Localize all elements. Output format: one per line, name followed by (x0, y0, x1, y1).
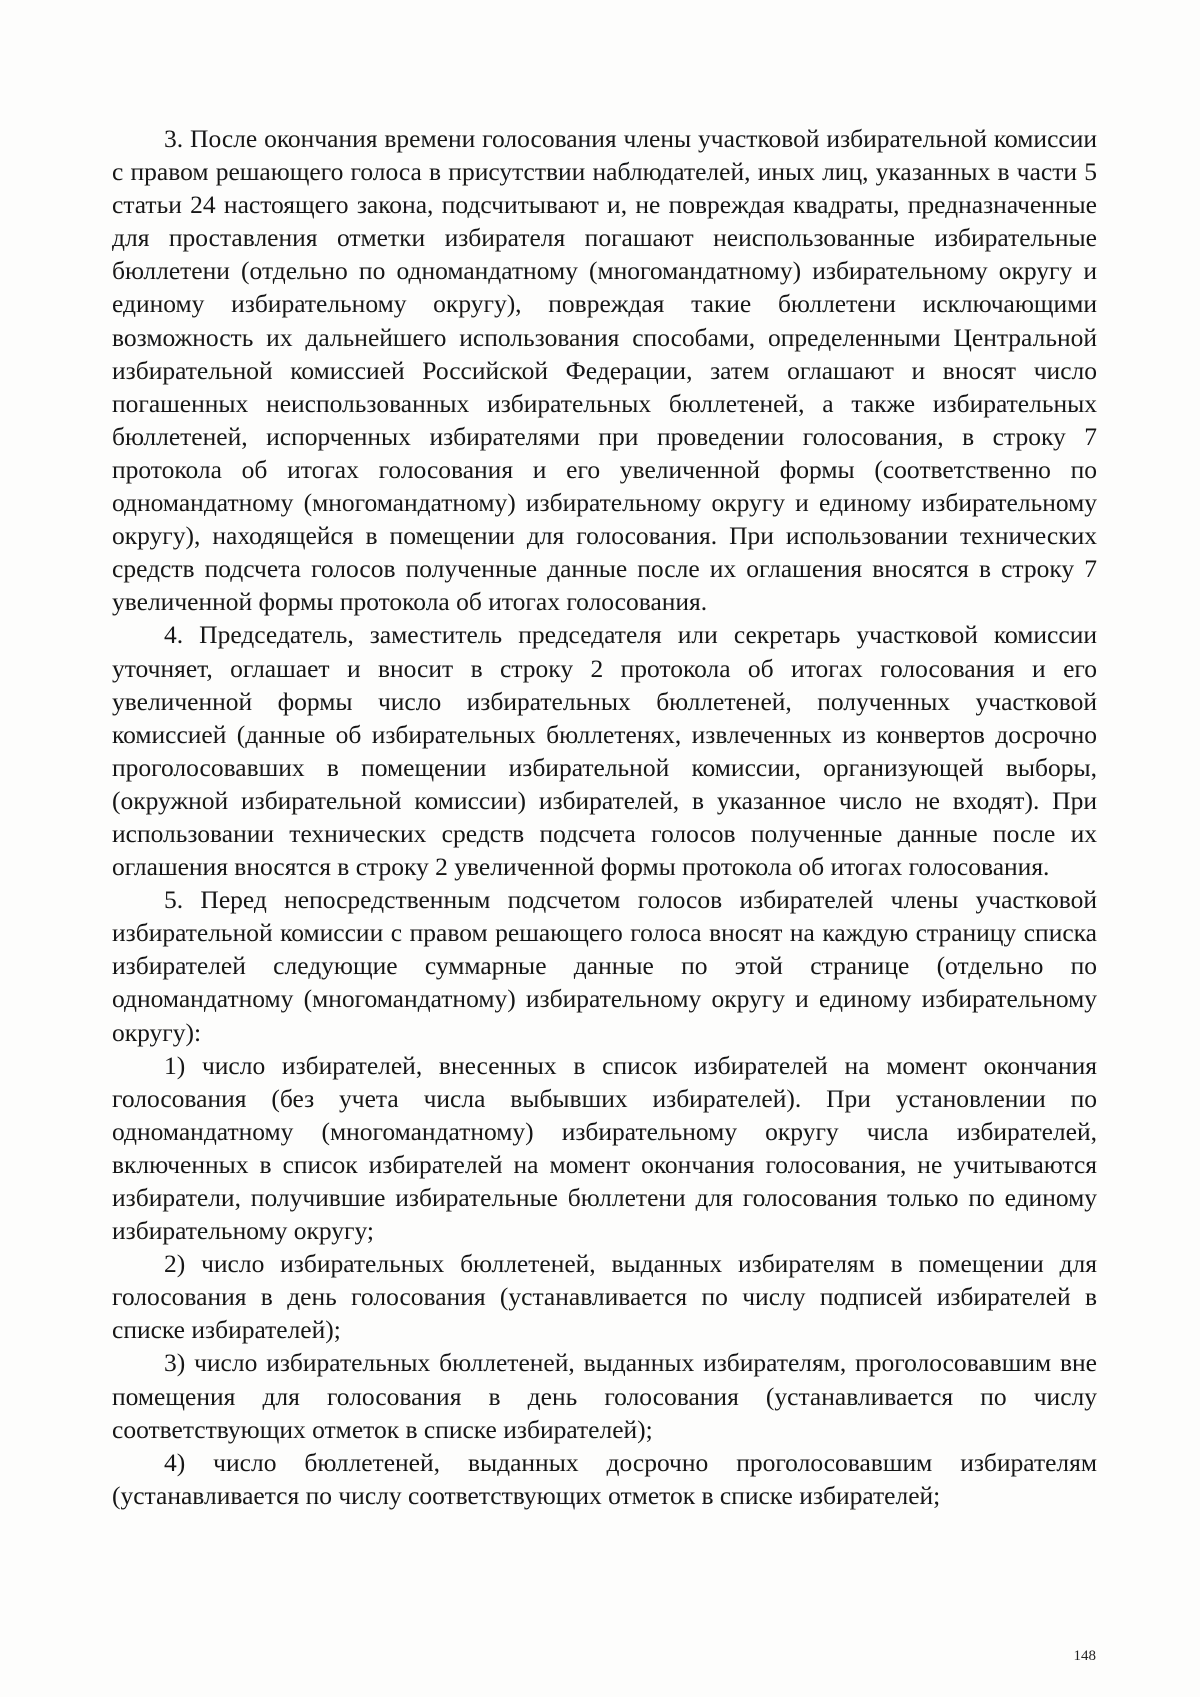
paragraph-3: 3. После окончания времени голосования члены участковой избирательной комиссии с правом решающего голоса в присутствии наблюдателей, иных лиц, указанных в части 5 статьи 24 настоящего закона, подсчитывают и, не повреждая квадраты, предназначенные для проставления отметки избирателя погашают неиспользованные избирательные бюллетени (отдельно по одномандатному (многомандатному) избирательному округу и единому избирательному округу), повреждая такие бюллетени исключающими возможность их дальнейшего использования способами, определенными Центральной избирательной комиссией Российской Федерации, затем оглашают и вносят число погашенных неиспользованных избирательных бюллетеней, а также избирательных бюллетеней, испорченных избирателями при проведении голосования, в строку 7 протокола об итогах голосования и его увеличенной формы (соответственно по одномандатному (многомандатному) избирательному округу и единому избирательному округу), находящейся в помещении для голосования. При использовании технических средств подсчета голосов полученные данные после их оглашения вносятся в строку 7 увеличенной формы протокола об итогах голосования. (112, 124, 1097, 617)
paragraph-4: 4. Председатель, заместитель председателя или секретарь участковой комиссии уточняет, оглашает и вносит в строку 2 протокола об итогах голосования и его увеличенной формы число избирательных бюллетеней, полученных участковой комиссией (данные об избирательных бюллетенях, извлеченных из конвертов досрочно проголосовавших в помещении избирательной комиссии, организующей выборы, (окружной избирательной комиссии) избирателей, в указанное число не входят). При использовании технических средств подсчета голосов полученные данные после их оглашения вносятся в строку 2 увеличенной формы протокола об итогах голосования. (112, 620, 1097, 882)
page-number: 148 (1073, 1648, 1096, 1664)
list-item-2: 2) число избирательных бюллетеней, выданных избирателям в помещении для голосования в день голосования (устанавливается по числу подписей избирателей в списке избирателей); (112, 1249, 1097, 1345)
paragraph-5: 5. Перед непосредственным подсчетом голосов избирателей члены участковой избирательной комиссии с правом решающего голоса вносят на каждую страницу списка избирателей следующие суммарные данные по этой странице (отдельно по одномандатному (многомандатному) избирательному округу и единому избирательному округу): (112, 885, 1097, 1047)
list-item-1: 1) число избирателей, внесенных в список избирателей на момент окончания голосования (без учета числа выбывших избирателей). При установлении по одномандатному (многомандатному) избирательному округу числа избирателей, включенных в список избирателей на момент окончания голосования, не учитываются избиратели, получившие избирательные бюллетени для голосования только по единому избирательному округу; (112, 1050, 1097, 1246)
list-item-4: 4) число бюллетеней, выданных досрочно проголосовавшим избирателям (устанавливается по числу соответствующих отметок в списке избирателей; (112, 1447, 1097, 1510)
document-body (112, 122, 1097, 1512)
list-item-3: 3) число избирательных бюллетеней, выданных избирателям, проголосовавшим вне помещения для голосования в день голосования (устанавливается по числу соответствующих отметок в списке избирателей); (112, 1348, 1097, 1444)
